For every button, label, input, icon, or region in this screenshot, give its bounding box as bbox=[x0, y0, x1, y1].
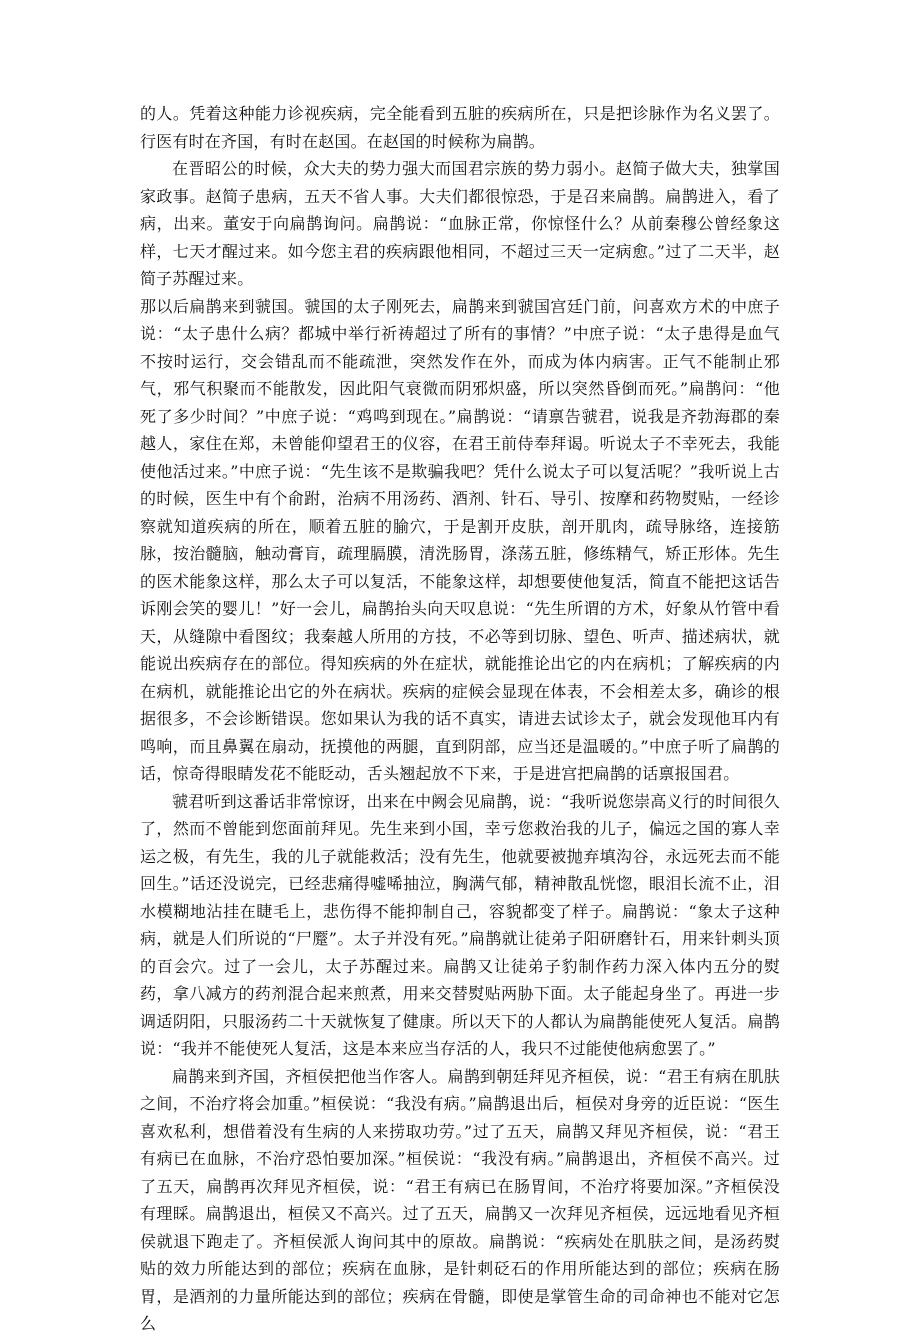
paragraph: 扁鹊来到齐国，齐桓侯把他当作客人。扁鹊到朝廷拜见齐桓侯，说：“君王有病在肌肤之间，不治疗将会加重。”桓侯说：“我没有病。”扁鹊退出后，桓侯对身旁的近臣说：“医生喜欢私利，想借着没有生病的人来捞取功劳。”过了五天，扁鹊又拜见齐桓侯，说：“君王有病已在血脉，不治疗恐怕要加深。”桓侯说：“我没有病。”扁鹊退出，齐桓侯不高兴。过了五天，扁鹊再次拜见齐桓侯，说：“君王有病已在肠胃间，不治疗将要加深。”齐桓侯没有理睬。扁鹊退出，桓侯又不高兴。过了五天，扁鹊又一次拜见齐桓侯，远远地看见齐桓侯就退下跑走了。齐桓侯派人询问其中的原故。扁鹊说：“疾病处在肌肤之间，是汤药熨贴的效力所能达到的部位；疾病在血脉，是针刺砭石的作用所能达到的部位；疾病在肠胃，是酒剂的力量所能达到的部位；疾病在骨髓，即使是掌管生命的司命神也不能对它怎么 bbox=[140, 1066, 780, 1333]
paragraph: 的人。凭着这种能力诊视疾病，完全能看到五脏的疾病所在，只是把诊脉作为名义罢了。行医有时在齐国，有时在赵国。在赵国的时候称为扁鹊。 bbox=[140, 104, 780, 151]
paragraph: 在晋昭公的时候，众大夫的势力强大而国君宗族的势力弱小。赵简子做大夫，独掌国家政事。赵简子患病，五天不省人事。大夫们都很惊恐，于是召来扁鹊。扁鹊进入，看了病，出来。董安于向扁鹊询问。扁鹊说：“血脉正常，你惊怪什么？从前秦穆公曾经象这样，七天才醒过来。如今您主君的疾病跟他相同，不超过三天一定病愈。”过了二天半，赵简子苏醒过来。 bbox=[140, 159, 780, 288]
paragraph: 虢君听到这番话非常惊讶，出来在中阙会见扁鹊，说：“我听说您崇高义行的时间很久了，然而不曾能到您面前拜见。先生来到小国，幸亏您救治我的儿子，偏远之国的寡人幸运之极，有先生，我的儿子就能救活；没有先生，他就要被抛弃填沟谷，永远死去而不能回生。”话还没说完，已经悲痛得嘘唏抽泣，胸满气郁，精神散乱恍惚，眼泪长流不止，泪水模糊地沾挂在睫毛上，悲伤得不能抑制自己，容貌都变了样子。扁鹊说：“象太子这种病，就是人们所说的“尸蹷”。太子并没有死。”扁鹊就让徒弟子阳研磨针石，用来针刺头顶的百会穴。过了一会儿，太子苏醒过来。扁鹊又让徒弟子豹制作药力深入体内五分的熨药，拿八减方的药剂混合起来煎煮，用来交替熨贴两胁下面。太子能起身坐了。再进一步调适阴阳，只服汤药二十天就恢复了健康。所以天下的人都认为扁鹊能使死人复活。扁鹊说：“我并不能使死人复活，这是本来应当存活的人，我只不过能使他病愈罢了。” bbox=[140, 791, 780, 1058]
document-body bbox=[140, 100, 780, 1338]
paragraph: 那以后扁鹊来到虢国。虢国的太子刚死去，扁鹊来到虢国宫廷门前，问喜欢方术的中庶子说：“太子患什么病？都城中举行祈祷超过了所有的事情？”中庶子说：“太子患得是血气不按时运行，交会错乱而不能疏泄，突然发作在外，而成为体内病害。正气不能制止邪气，邪气积聚而不能散发，因此阳气衰微而阴邪炽盛，所以突然昏倒而死。”扁鹊问：“他死了多少时间？”中庶子说：“鸡鸣到现在。”扁鹊说：“请禀告虢君，说我是齐勃海郡的秦越人，家住在郑，未曾能仰望君王的仪容，在君王前侍奉拜谒。听说太子不幸死去，我能使他活过来。”中庶子说：“先生该不是欺骗我吧？凭什么说太子可以复活呢？”我听说上古的时候，医生中有个俞跗，治病不用汤药、酒剂、针石、导引、按摩和药物熨贴，一经诊察就知道疾病的所在，顺着五脏的腧穴，于是割开皮肤，剖开肌肉，疏导脉络，连接筋脉，按治髓脑，触动膏肓，疏理膈膜，清洗肠胃，涤荡五脏，修练精气，矫正形体。先生的医术能象这样，那么太子可以复活，不能象这样，却想要使他复活，简直不能把这话告诉刚会笑的婴儿！”好一会儿，扁鹊抬头向天叹息说：“先生所谓的方术，好象从竹管中看天，从缝隙中看图纹；我秦越人所用的方技，不必等到切脉、望色、听声、描述病状，就能说出疾病存在的部位。得知疾病的外在症状，就能推论出它的内在病机；了解疾病的内在病机，就能推论出它的外在病状。疾病的症候会显现在体表，不会相差太多，确诊的根据很多，不会诊断错误。您如果认为我的话不真实，请进去试诊太子，就会发现他耳内有鸣响，而且鼻翼在扇动，抚摸他的两腿，直到阴部，应当还是温暖的。”中庶子听了扁鹊的话，惊奇得眼睛发花不能眨动，舌头翘起放不下来，于是进宫把扁鹊的话禀报国君。 bbox=[140, 296, 780, 783]
